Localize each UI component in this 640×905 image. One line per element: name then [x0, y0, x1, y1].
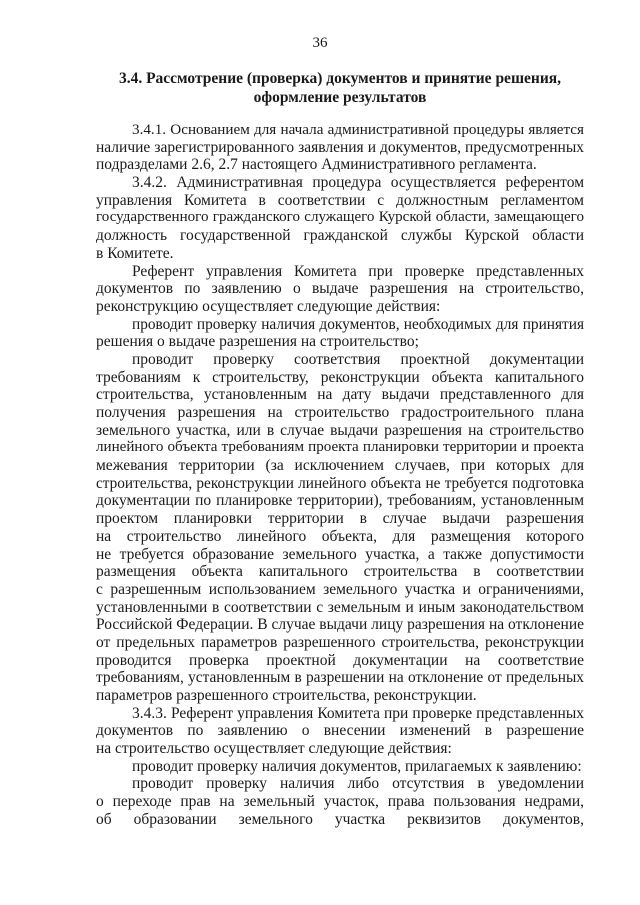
text-line: в Комитете. [96, 244, 174, 262]
text-line: документации по планировке территории), требованиям, установленным [96, 492, 584, 510]
section-heading-line: оформление результатов [253, 89, 427, 106]
text-line: межевания территории (за исключением случаев, при которых для [96, 457, 584, 475]
text-line: земельного участка, или в случае выдачи разрешения на строительство [96, 421, 584, 439]
text-line: установленными в соответствии с земельным и иным законодательством [96, 598, 584, 616]
text-line: проводит проверку наличия документов, прилагаемых к заявлению: [132, 757, 582, 775]
text-line: требованиям, установленным в разрешении на отклонение от предельных [96, 669, 584, 687]
text-line: 3.4.2. Административная процедура осуществляется референтом [132, 174, 584, 192]
document-body [96, 121, 584, 829]
text-line: о переходе прав на земельный участок, права пользования недрами, [96, 793, 584, 811]
text-line: подразделами 2.6, 2.7 настоящего Административного регламента. [96, 156, 537, 174]
text-line: от предельных параметров разрешенного строительства, реконструкции [96, 633, 584, 651]
text-line: проводится проверка проектной документации на соответствие [96, 651, 584, 669]
text-line: наличие зарегистрированного заявления и документов, предусмотренных [96, 138, 584, 156]
text-line: Референт управления Комитета при проверке представленных [132, 262, 584, 280]
text-line: с разрешенным использованием земельного участка и ограничениями, [96, 580, 584, 598]
text-line: должность государственной гражданской службы Курской области [96, 227, 584, 245]
text-line: 3.4.1. Основанием для начала административной процедуры является [132, 121, 584, 138]
text-line: документов по заявлению о выдаче разрешения на строительство, [96, 280, 584, 298]
text-line: получения разрешения на строительство градостроительного плана [96, 404, 584, 421]
text-line: документов по заявлению о внесении изменений в разрешение [96, 722, 584, 740]
text-line: проводит проверку соответствия проектной документации [132, 350, 584, 368]
text-line: об образовании земельного участка реквизитов документов, [96, 810, 584, 828]
text-line: государственного гражданского служащего Курской области, замещающего [96, 209, 584, 226]
text-line: проводит проверку наличия либо отсутствия в уведомлении [132, 775, 584, 793]
text-line: размещения объекта капитального строительства в соответствии [96, 563, 584, 581]
text-line: проводит проверку наличия документов, необходимых для принятия [132, 315, 584, 333]
text-line: реконструкцию осуществляет следующие действия: [96, 297, 441, 315]
text-line: 3.4.3. Референт управления Комитета при проверке представленных [132, 704, 584, 722]
text-line: не требуется образование земельного участка, а также допустимости [96, 545, 584, 563]
text-line: проектом планировки территории в случае выдачи разрешения [96, 510, 584, 528]
text-line: решения о выдаче разрешения на строительство; [96, 333, 419, 351]
text-line: требованиям к строительству, реконструкции объекта капитального [96, 368, 584, 386]
text-line: параметров разрешенного строительства, реконструкции. [96, 687, 477, 704]
text-line: Российской Федерации. В случае выдачи лицу разрешения на отклонение [96, 616, 584, 634]
text-line: управления Комитета в соответствии с должностным регламентом [96, 191, 584, 209]
text-line: строительства, реконструкции линейного объекта не требуется подготовка [96, 474, 584, 492]
text-line: строительства, установленным на дату выдачи представленного для [96, 386, 584, 404]
text-line: на строительство линейного объекта, для размещения которого [96, 527, 584, 545]
text-line: линейного объекта требованиям проекта планировки территории и проекта [96, 439, 584, 456]
section-heading-line: 3.4. Рассмотрение (проверка) документов и принятие решения, [118, 70, 562, 87]
page-number: 36 [312, 35, 328, 51]
text-line: на строительство осуществляет следующие действия: [96, 740, 452, 758]
section-heading [96, 69, 584, 107]
